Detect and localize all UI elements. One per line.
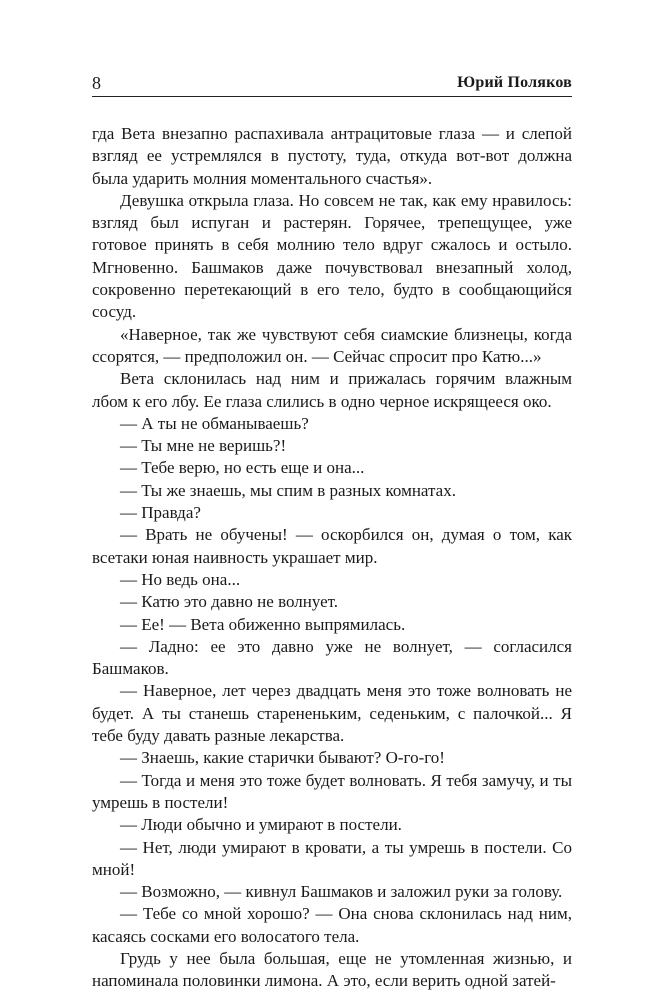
- dialogue-line: — Тебе верю, но есть еще и она...: [120, 458, 365, 478]
- paragraph: гда Вета внезапно распахивала антрацитовые глаза — и слепой взгляд ее устремлялся в пустоту, туда, откуда вот-вот должна была ударить молния моментального счастья».: [92, 124, 572, 188]
- running-head-author: Юрий Поляков: [457, 74, 572, 91]
- paragraph: Вета склонилась над ним и прижалась горячим влажным лбом к его лбу. Ее глаза слились в одно черное искрящееся око.: [92, 369, 572, 411]
- dialogue-line: — Тогда и меня это тоже будет волновать. Я тебя замучу, и ты умрешь в постели!: [92, 770, 572, 812]
- dialogue-line: — Знаешь, какие старички бывают? О-го-го!: [120, 748, 445, 768]
- dialogue-line: — Ты же знаешь, мы спим в разных комнатах.: [120, 480, 456, 500]
- dialogue-line: — Тебе со мной хорошо? — Она снова склонилась над ним, касаясь сосками его волосатого тела.: [92, 904, 572, 946]
- dialogue-line: — Возможно, — кивнул Башмаков и заложил руки за голову.: [120, 882, 563, 902]
- paragraph: «Наверное, так же чувствуют себя сиамские близнецы, когда ссорятся, — предположил он. — Сейчас спросит про Катю...»: [92, 324, 572, 366]
- page-header: [92, 72, 572, 97]
- body-text: [92, 123, 572, 993]
- dialogue-line: — Но ведь она...: [120, 569, 241, 589]
- dialogue-line: — Нет, люди умирают в кровати, а ты умрешь в постели. Со мной!: [92, 837, 572, 879]
- dialogue-line: — Ее! — Вета обиженно выпрямилась.: [120, 614, 406, 634]
- dialogue-line: — Правда?: [120, 503, 201, 523]
- book-page: [92, 72, 572, 993]
- dialogue-line: — Катю это давно не волнует.: [120, 592, 339, 612]
- paragraph: Грудь у нее была большая, еще не утомленная жизнью, и напоминала половинки лимона. А это, если верить одной затей-: [92, 948, 572, 991]
- dialogue-line: — Ты мне не веришь?!: [120, 436, 287, 456]
- dialogue-line: — А ты не обманываешь?: [120, 413, 309, 433]
- page-number: 8: [92, 73, 101, 93]
- paragraph: Девушка открыла глаза. Но совсем не так, как ему нравилось: взгляд был испуган и растерян. Горячее, трепещущее, уже готовое принять в себя молнию тело вдруг сжалось и остыло. Мгновенно. Башмаков даже почувствовал внезапный холод, сокровенно перетекающий в его тело, будто в сообщающийся сосуд.: [92, 190, 572, 322]
- dialogue-line: — Врать не обучены! — оскорбился он, думая о том, как всетаки юная наивность украшает мир.: [92, 525, 572, 567]
- dialogue-line: — Ладно: ее это давно уже не волнует, — согласился Башмаков.: [92, 636, 572, 679]
- dialogue-line: — Наверное, лет через двадцать меня это тоже волновать не будет. А ты станешь старененьким, седеньким, с палочкой... Я тебе буду давать разные лекарства.: [92, 681, 572, 746]
- dialogue-line: — Люди обычно и умирают в постели.: [120, 815, 402, 835]
